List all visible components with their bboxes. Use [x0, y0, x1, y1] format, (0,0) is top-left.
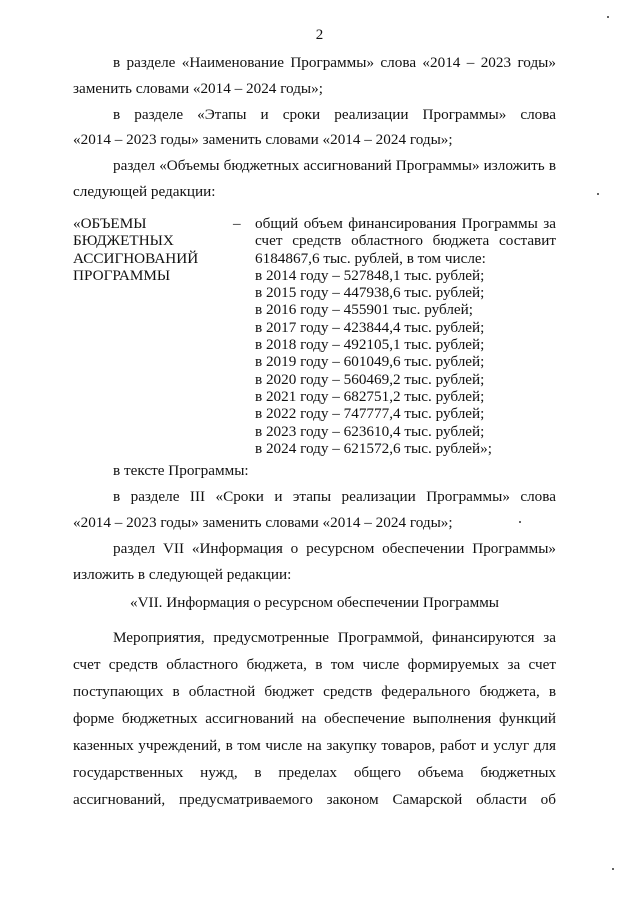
volume-year-line: в 2018 году – 492105,1 тыс. рублей;: [255, 336, 485, 354]
volume-line: счет средств областного бюджета составит: [255, 232, 556, 250]
volume-year-line: в 2017 году – 423844,4 тыс. рублей;: [255, 318, 485, 336]
scan-speck: [607, 16, 609, 18]
section-heading: [73, 215, 233, 284]
volume-year-line: в 2016 году – 455901 тыс. рублей;: [255, 301, 473, 319]
section-heading-line: «ОБЪЕМЫ: [73, 215, 147, 232]
volume-line: 6184867,6 тыс. рублей, в том числе:: [255, 249, 486, 267]
volume-year-line: в 2023 году – 623610,4 тыс. рублей;: [255, 422, 485, 440]
section-heading-line: ПРОГРАММЫ: [73, 266, 171, 284]
volume-year-line: в 2020 году – 560469,2 тыс. рублей;: [255, 370, 485, 388]
section-heading-line: АССИГНОВАНИЙ: [73, 249, 199, 267]
paragraph-line: в разделе III «Сроки и этапы реализации Программы» слова: [113, 488, 556, 505]
paragraph-line: в разделе «Этапы и сроки реализации Программы» слова: [113, 106, 556, 123]
scan-speck: [612, 868, 614, 870]
paragraph-line: следующей редакции:: [73, 183, 216, 200]
paragraph-line: «2014 – 2023 годы» заменить словами «2014 – 2024 годы»;: [73, 131, 453, 148]
volume-year-line: в 2024 году – 621572,6 тыс. рублей»;: [255, 439, 492, 457]
paragraph-line: раздел VII «Информация о ресурсном обеспечении Программы»: [113, 540, 556, 557]
volume-line: общий объем финансирования Программы за: [255, 215, 556, 232]
paragraph-line: казенных учреждений, в том числе на закупку товаров, работ и услуг для: [73, 737, 556, 754]
paragraph-line: ассигнований, предусматриваемого законом Самарской области об: [73, 791, 556, 808]
scan-speck: [597, 193, 599, 195]
paragraph-line: изложить в следующей редакции:: [73, 566, 292, 583]
volume-year-line: в 2014 году – 527848,1 тыс. рублей;: [255, 266, 485, 284]
section-heading-line: БЮДЖЕТНЫХ: [73, 232, 174, 250]
paragraph-line: «2014 – 2023 годы» заменить словами «2014 – 2024 годы»;: [73, 514, 453, 531]
section-title: «VII. Информация о ресурсном обеспечении Программы: [129, 594, 500, 611]
paragraph-line: в тексте Программы:: [113, 462, 249, 479]
paragraph-line: заменить словами «2014 – 2024 годы»;: [73, 80, 323, 97]
paragraph-line: государственных нужд, в пределах общего объема бюджетных: [73, 764, 556, 781]
paragraph-line: форме бюджетных ассигнований на обеспечение выполнения функций: [73, 710, 556, 727]
volume-year-line: в 2021 году – 682751,2 тыс. рублей;: [255, 387, 485, 405]
paragraph-line: раздел «Объемы бюджетных ассигнований Программы» изложить в: [113, 157, 556, 174]
paragraph-line: счет средств областного бюджета, в том числе формируемых за счет: [73, 656, 556, 673]
budget-volume-list: [255, 215, 556, 457]
volume-year-line: в 2015 году – 447938,6 тыс. рублей;: [255, 284, 485, 302]
page-number: 2: [315, 27, 324, 43]
dash-separator: –: [233, 215, 241, 232]
paragraph-line: в разделе «Наименование Программы» слова «2014 – 2023 годы»: [113, 54, 556, 71]
scan-speck: [519, 521, 521, 523]
paragraph-line: Мероприятия, предусмотренные Программой, финансируются за: [113, 629, 556, 646]
volume-year-line: в 2022 году – 747777,4 тыс. рублей;: [255, 405, 485, 423]
paragraph-line: поступающих в областной бюджет средств федерального бюджета, в: [73, 683, 556, 700]
volume-year-line: в 2019 году – 601049,6 тыс. рублей;: [255, 353, 485, 371]
